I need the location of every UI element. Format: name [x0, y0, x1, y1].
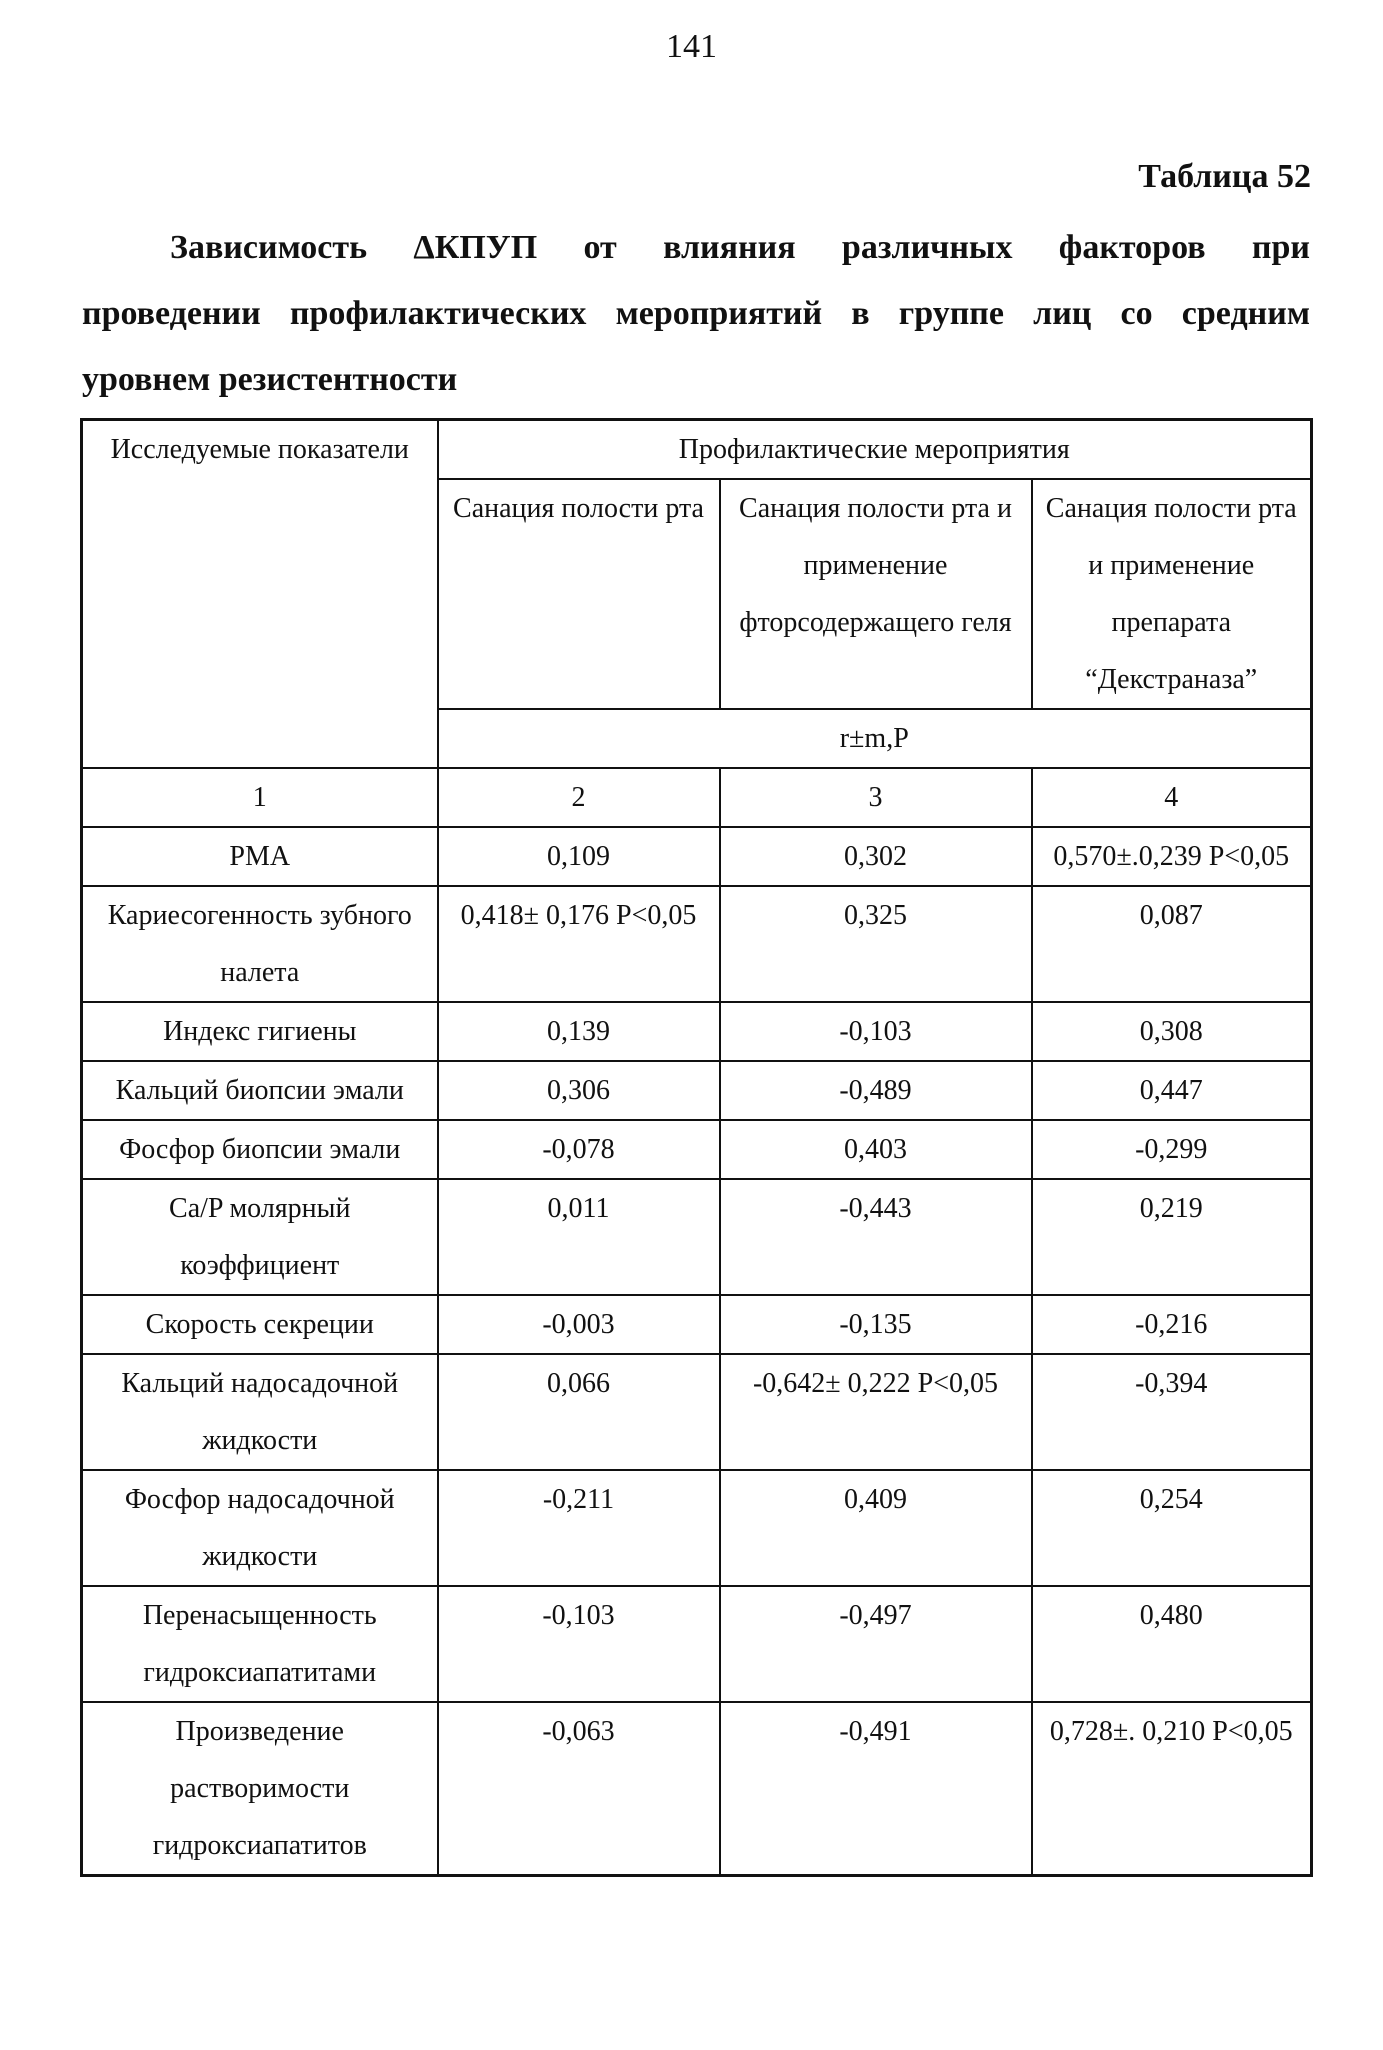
column-number: 1: [82, 768, 438, 827]
row-label: Кариесогенность зубного налета: [82, 886, 438, 1002]
cell-col-3: -0,497: [720, 1586, 1032, 1702]
cell-col-4: 0,447: [1032, 1061, 1312, 1120]
cell-col-4: -0,216: [1032, 1295, 1312, 1354]
cell-col-2: 0,066: [438, 1354, 720, 1470]
header-col-2: Санация полости рта: [438, 479, 720, 709]
row-label: Фосфор надосадочной жидкости: [82, 1470, 438, 1586]
cell-col-3: -0,443: [720, 1179, 1032, 1295]
cell-col-3: -0,135: [720, 1295, 1032, 1354]
cell-col-4: -0,299: [1032, 1120, 1312, 1179]
table-row: [82, 1061, 1312, 1120]
column-number: 3: [720, 768, 1032, 827]
row-label: Кальций биопсии эмали: [82, 1061, 438, 1120]
cell-col-3: -0,103: [720, 1002, 1032, 1061]
header-stat: r±m,P: [438, 709, 1312, 768]
row-label: РМА: [82, 827, 438, 886]
row-label: Ca/P молярный коэффициент: [82, 1179, 438, 1295]
table-body: [82, 827, 1312, 1876]
header-col-3: Санация полости рта и применение фторсодержащего геля: [720, 479, 1032, 709]
table-row: [82, 1354, 1312, 1470]
title-line-2: проведении профилактических мероприятий в группе лиц со средним: [82, 295, 1310, 332]
row-label: Произведение растворимости гидроксиапатитов: [82, 1702, 438, 1876]
data-table: [80, 418, 1313, 1877]
cell-col-4: -0,394: [1032, 1354, 1312, 1470]
cell-col-2: 0,306: [438, 1061, 720, 1120]
column-number-row: [82, 768, 1312, 827]
table-row: [82, 827, 1312, 886]
cell-col-4: 0,728±. 0,210 P<0,05: [1032, 1702, 1312, 1876]
cell-col-2: -0,103: [438, 1586, 720, 1702]
table-row: [82, 1179, 1312, 1295]
column-number: 4: [1032, 768, 1312, 827]
row-label: Кальций надосадочной жидкости: [82, 1354, 438, 1470]
cell-col-3: 0,325: [720, 886, 1032, 1002]
title-line-3: уровнем резистентности: [82, 361, 458, 398]
cell-col-2: -0,003: [438, 1295, 720, 1354]
cell-col-2: -0,063: [438, 1702, 720, 1876]
cell-col-2: 0,109: [438, 827, 720, 886]
cell-col-4: 0,570±.0,239 P<0,05: [1032, 827, 1312, 886]
cell-col-4: 0,480: [1032, 1586, 1312, 1702]
cell-col-3: 0,302: [720, 827, 1032, 886]
header-col-4: Санация полости рта и применение препарата “Декстраназа”: [1032, 479, 1312, 709]
cell-col-2: 0,418± 0,176 P<0,05: [438, 886, 720, 1002]
cell-col-3: -0,489: [720, 1061, 1032, 1120]
column-number: 2: [438, 768, 720, 827]
row-label: Индекс гигиены: [82, 1002, 438, 1061]
page-number: 141: [666, 28, 717, 65]
cell-col-2: 0,011: [438, 1179, 720, 1295]
table-row: [82, 1702, 1312, 1876]
cell-col-4: 0,087: [1032, 886, 1312, 1002]
row-label: Скорость секреции: [82, 1295, 438, 1354]
table-row: [82, 1002, 1312, 1061]
cell-col-4: 0,308: [1032, 1002, 1312, 1061]
cell-col-4: 0,254: [1032, 1470, 1312, 1586]
cell-col-3: 0,403: [720, 1120, 1032, 1179]
cell-col-4: 0,219: [1032, 1179, 1312, 1295]
row-label: Фосфор биопсии эмали: [82, 1120, 438, 1179]
header-row-group: [82, 420, 1312, 480]
cell-col-2: 0,139: [438, 1002, 720, 1061]
header-indicators: Исследуемые показатели: [82, 420, 438, 769]
table-row: [82, 1120, 1312, 1179]
cell-col-2: -0,211: [438, 1470, 720, 1586]
table-row: [82, 886, 1312, 1002]
cell-col-2: -0,078: [438, 1120, 720, 1179]
table-title: [82, 215, 1310, 413]
table-label: Таблица 52: [1138, 158, 1311, 195]
cell-col-3: -0,642± 0,222 P<0,05: [720, 1354, 1032, 1470]
table-row: [82, 1586, 1312, 1702]
table-row: [82, 1470, 1312, 1586]
cell-col-3: -0,491: [720, 1702, 1032, 1876]
header-group: Профилактические мероприятия: [438, 420, 1312, 480]
table-row: [82, 1295, 1312, 1354]
title-line-1: Зависимость ΔКПУП от влияния различных факторов при: [170, 229, 1310, 266]
cell-col-3: 0,409: [720, 1470, 1032, 1586]
row-label: Перенасыщенность гидроксиапатитами: [82, 1586, 438, 1702]
